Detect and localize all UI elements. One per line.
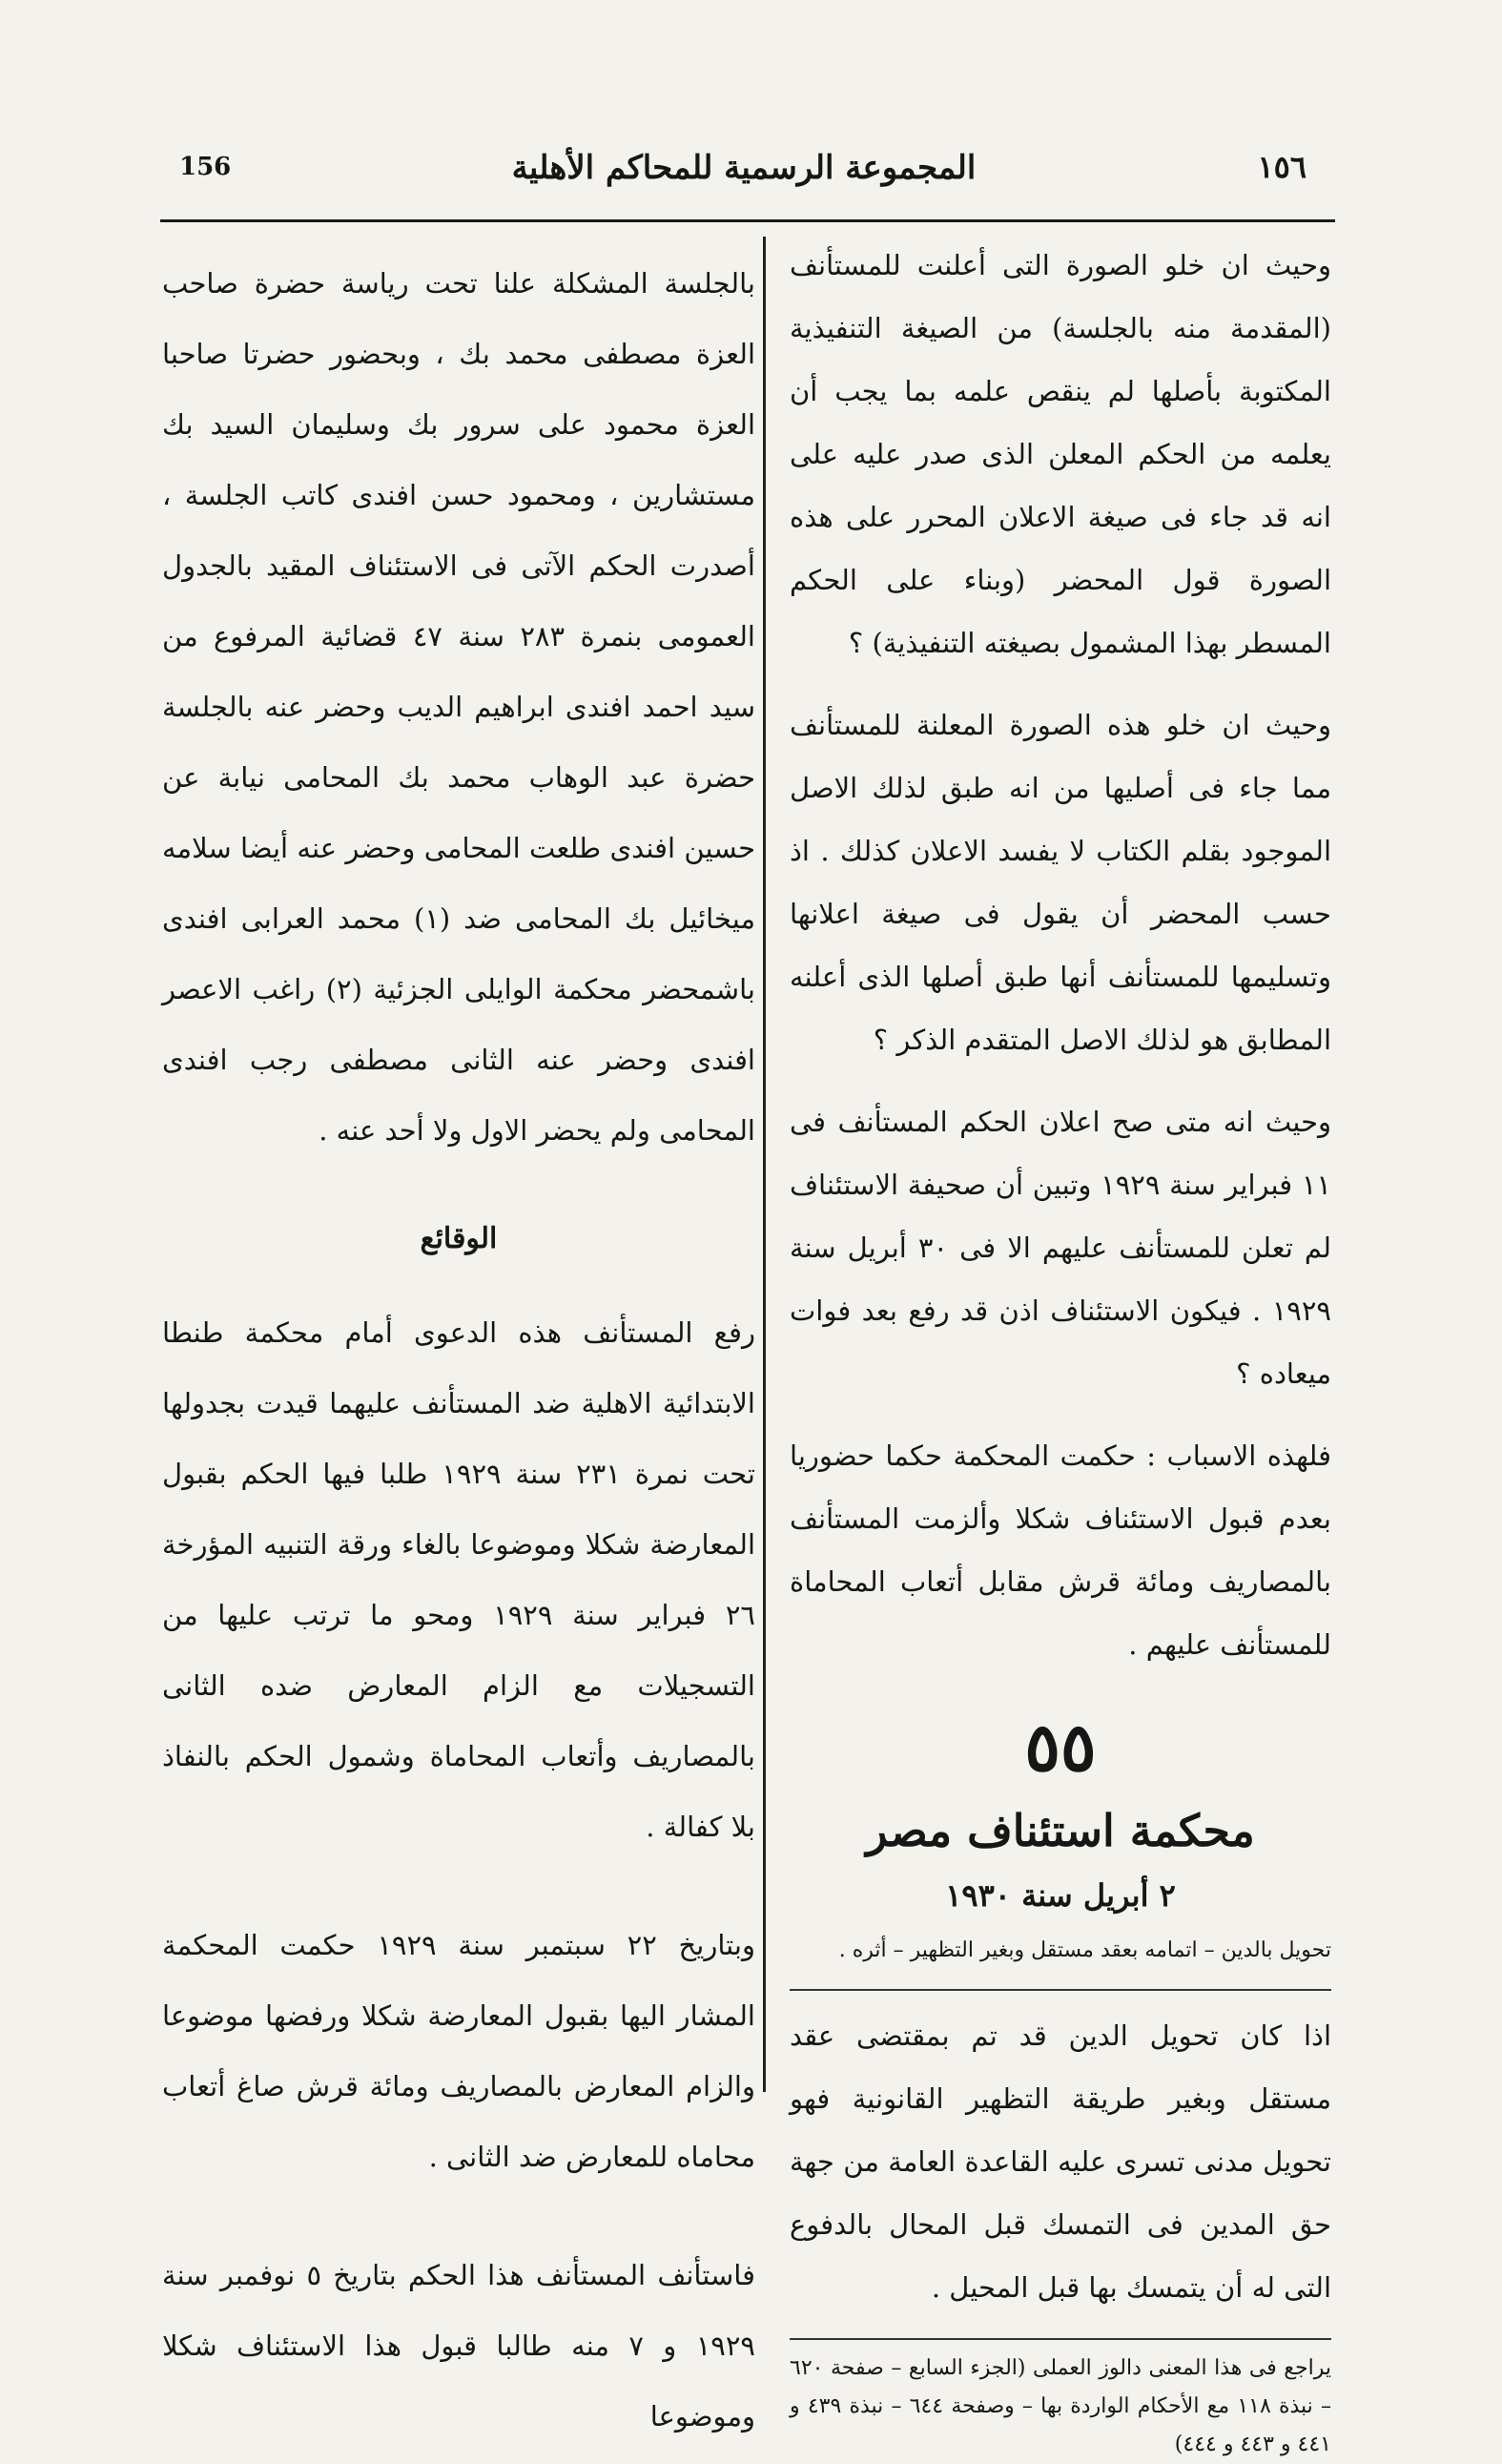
paragraph: وحيث ان خلو هذه الصورة المعلنة للمستأنف مما جاء فى أصليها من انه طبق لذلك الاصل الموجود بقلم الكتاب لا يفسد الاعلان كذلك . اذ حسب المحضر أن يقول فى صيغة اعلانها وتسليمها للمستأنف أنها طبق أصلها الذى أعلنه المطابق هو لذلك الاصل المتقدم الذكر ؟: [790, 709, 1331, 1056]
left-column: [162, 248, 755, 2452]
section-rule: [790, 1989, 1331, 1991]
page-header: [153, 143, 1335, 200]
paragraph: وحيث ان خلو الصورة التى أعلنت للمستأنف (المقدمة منه بالجلسة) من الصيغة التنفيذية المكتوبة بأصلها لم ينقص علمه بما يجب أن يعلمه من الحكم المعلن الذى صدر عليه على انه قد جاء فى صيغة الاعلان المحرر على هذه الصورة قول المحضر (وبناء على الحكم المسطر بهذا المشمول بصيغته التنفيذية) ؟: [790, 249, 1331, 659]
page-number-latin: 156: [179, 153, 232, 181]
case-block: [790, 1705, 1331, 1922]
paragraph: فاستأنف المستأنف هذا الحكم بتاريخ ٥ نوفمبر سنة ١٩٢٩ و ٧ منه طالبا قبول هذا الاستئناف شكلا وموضوعا: [162, 2259, 756, 2433]
case-date: ٢ أبريل سنة ١٩٣٠: [945, 1877, 1176, 1914]
judgment-paragraph: فلهذه الاسباب : حكمت المحكمة حكما حضوريا بعدم قبول الاستئناف شكلا وألزمت المستأنف بالمصاريف ومائة قرش مقابل أتعاب المحاماة للمستأنف عليهم .: [790, 1439, 1331, 1661]
footnote: يراجع فى هذا المعنى دالوز العملى (الجزء السابع – صفحة ٦٢٠ – نبذة ١١٨ مع الأحكام الواردة بها – وصفحة ٦٤٤ – نبذة ٤٣٩ و ٤٤١ و ٤٤٣ و ٤٤٤): [790, 2356, 1331, 2456]
footnote-rule: [790, 2338, 1331, 2340]
case-keywords: تحويل بالدين – اتمامه بعقد مستقل وبغير التظهير – أثره .: [838, 1938, 1331, 1962]
paragraph: رفع المستأنف هذه الدعوى أمام محكمة طنطا الابتدائية الاهلية ضد المستأنف عليهما قيدت بجدولها تحت نمرة ٢٣١ سنة ١٩٢٩ طلبا فيها الحكم بقبول المعارضة شكلا وموضوعا بالغاء ورقة التنبيه المؤرخة ٢٦ فبراير سنة ١٩٢٩ ومحو ما ترتب عليها من التسجيلات مع الزام المعارض ضده الثانى بالمصاريف وأتعاب المحاماة وشمول الحكم بالنفاذ بلا كفالة .: [162, 1316, 755, 1843]
opening-paragraph: بالجلسة المشكلة علنا تحت رياسة حضرة صاحب العزة مصطفى محمد بك ، وبحضور حضرتا صاحبا العزة محمود على سرور بك وسليمان السيد بك مستشارين ، ومحمود حسن افندى كاتب الجلسة ، أصدرت الحكم الآتى فى الاستئناف المقيد بالجدول العمومى بنمرة ٢٨٣ سنة ٤٧ قضائية المرفوع من سيد احمد افندى ابراهيم الديب وحضر عنه بالجلسة حضرة عبد الوهاب محمد بك المحامى نيابة عن حسين افندى طلعت المحامى وحضر عنه أيضا سلامه ميخائيل بك المحامى ضد (١) محمد العرابى افندى باشمحضر محكمة الوايلى الجزئية (٢) راغب الاعصر افندى وحضر عنه الثانى مصطفى رجب افندى المحامى ولم يحضر الاول ولا أحد عنه .: [162, 267, 755, 1147]
right-column: [790, 234, 1331, 2464]
case-number: ٥٥: [1024, 1708, 1097, 1787]
column-divider: [763, 237, 766, 2092]
facts-heading: الوقائع: [420, 1222, 498, 1255]
header-rule: [160, 219, 1335, 222]
page-number-arabic: ١٥٦: [1257, 149, 1307, 185]
paragraph: وحيث انه متى صح اعلان الحكم المستأنف فى ١١ فبراير سنة ١٩٢٩ وتبين أن صحيفة الاستئناف لم تعلن للمستأنف عليهم الا فى ٣٠ أبريل سنة ١٩٢٩ . فيكون الاستئناف اذن قد رفع بعد فوات ميعاده ؟: [790, 1106, 1331, 1390]
paragraph: وبتاريخ ٢٢ سبتمبر سنة ١٩٢٩ حكمت المحكمة المشار اليها بقبول المعارضة شكلا ورفضها موضوعا والزام المعارض بالمصاريف ومائة قرش صاغ أتعاب محاماه للمعارض ضد الثانى .: [162, 1929, 755, 2173]
case-summary: اذا كان تحويل الدين قد تم بمقتضى عقد مستقل وبغير طريقة التظهير القانونية فهو تحويل مدنى تسرى عليه القاعدة العامة من جهة حق المدين فى التمسك قبل المحال بالدفوع التى له أن يتمسك بها قبل المحيل .: [790, 2019, 1331, 2304]
court-name: محكمة استئناف مصر: [866, 1805, 1255, 1856]
running-title: المجموعة الرسمية للمحاكم الأهلية: [511, 149, 977, 187]
